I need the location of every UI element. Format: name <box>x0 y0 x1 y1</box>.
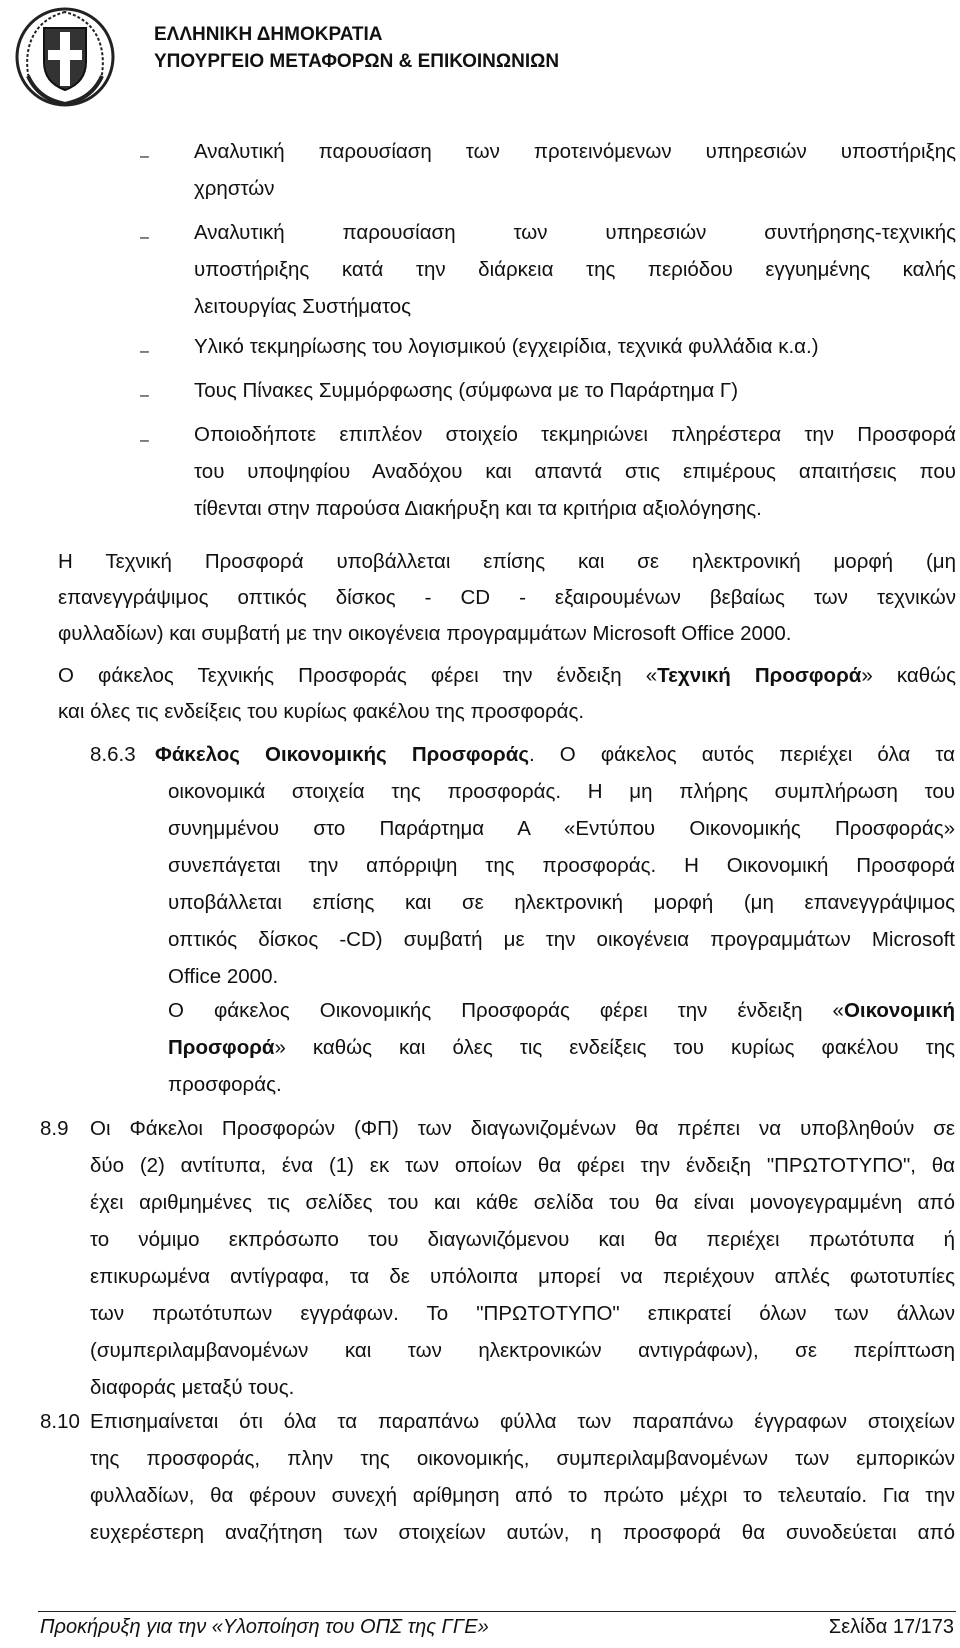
list-item: Υλικό τεκμηρίωσης του λογισμικού (εγχειρίδια, τεχνικά φυλλάδια κ.α.) <box>194 335 819 358</box>
list-item: Οποιοδήποτε επιπλέον στοιχείο τεκμηριώνει πληρέστερα την Προσφορά του υποψηφίου Αναδόχου και απαντά στις επιμέρους απαιτήσεις που τίθενται στην παρούσα Διακήρυξη και τα κριτήρια αξιολόγησης. <box>194 423 956 520</box>
bullet-dash: – <box>140 148 149 165</box>
section-heading: Φάκελος Οικονομικής Προσφοράς <box>155 743 529 766</box>
ministry-title <box>154 21 559 75</box>
greek-coat-of-arms-icon <box>14 6 116 108</box>
section-8-10-body: Επισημαίνεται ότι όλα τα παραπάνω φύλλα των παραπάνω έγγραφων στοιχείων της προσφοράς, πλην της οικονομικής, συμπεριλαμβανομένων των εμπορικών φυλλαδίων, θα φέρουν συνεχή αρίθμηση από το πρώτο μέχρι το τελευταίο. Για την ευχερέστερη αναζήτηση των στοιχείων αυτών, η προσφορά θα συνοδεύεται από <box>90 1410 955 1544</box>
bullet-dash: – <box>140 229 149 246</box>
ministry-name: ΥΠΟΥΡΓΕΙΟ ΜΕΤΑΦΟΡΩΝ & ΕΠΙΚΟΙΝΩΝΙΩΝ <box>154 51 560 72</box>
paragraph-technical-envelope: Ο φάκελος Τεχνικής Προσφοράς φέρει την ένδειξη «Τεχνική Προσφορά» καθώς και όλες τις ενδείξεις του κυρίως φακέλου της προσφοράς. <box>58 664 956 723</box>
paragraph-electronic-form: Η Τεχνική Προσφορά υποβάλλεται επίσης και σε ηλεκτρονική μορφή (μη επανεγγράψιμος οπτικός δίσκος - CD - εξαιρουμένων βεβαίως των τεχνικών φυλλαδίων) και συμβατή με την οικογένεια προγραμμάτων Microsoft Office 2000. <box>58 550 956 645</box>
footer-divider <box>38 1611 956 1612</box>
bold-label: Τεχνική Προσφορά <box>657 664 862 687</box>
bullet-dash: – <box>140 387 149 404</box>
section-8-6-3-envelope-paragraph: Ο φάκελος Οικονομικής Προσφοράς φέρει την ένδειξη «Οικονομική Προσφορά» καθώς και όλες τις ενδείξεις του κυρίως φακέλου της προσφοράς. <box>168 999 955 1096</box>
document-header <box>14 6 634 106</box>
list-item: Αναλυτική παρουσίαση των προτεινόμενων υπηρεσιών υποστήριξης χρηστών <box>194 140 956 200</box>
section-8-6-3-body: οικονομικά στοιχεία της προσφοράς. Η μη πλήρης συμπλήρωση του συνημμένου στο Παράρτημα Α «Εντύπου Οικονομικής Προσφοράς» συνεπάγεται την απόρριψη της προσφοράς. Η Οικονομική Προσφορά υποβάλλεται επίσης και σε ηλεκτρονική μορφή (μη επανεγγράψιμος οπτικός δίσκος -CD) συμβατή με την οικογένεια προγραμμάτων Microsoft Office 2000. <box>168 780 955 988</box>
country-name: ΕΛΛΗΝΙΚΗ ΔΗΜΟΚΡΑΤΙΑ <box>154 24 383 45</box>
footer-document-title: Προκήρυξη για την «Υλοποίηση του ΟΠΣ της ΓΓΕ» <box>40 1616 489 1638</box>
bullet-dash: – <box>140 432 149 449</box>
list-item: Τους Πίνακες Συμμόρφωσης (σύμφωνα με το Παράρτημα Γ) <box>194 379 739 402</box>
section-8-9-body: Οι Φάκελοι Προσφορών (ΦΠ) των διαγωνιζομένων θα πρέπει να υποβληθούν σε δύο (2) αντίτυπα, ένα (1) εκ των οποίων θα φέρει την ένδειξη "ΠΡΩΤΟΤΥΠΟ", θα έχει αριθμημένες τις σελίδες του και κάθε σελίδα του θα είναι μονογεγραμμένη από το νόμιμο εκπρόσωπο του διαγωνιζόμενου και θα περιέχει πρωτότυπα ή επικυρωμένα αντίγραφα, τα δε υπόλοιπα μπορεί να περιέχουν απλές φωτοτυπίες των πρωτότυπων εγγράφων. Το "ΠΡΩΤΟΤΥΠΟ" επικρατεί όλων των άλλων (συμπεριλαμβανομένων και των ηλεκτρονικών αντιγράφων), σε περίπτωση διαφοράς μεταξύ τους. <box>90 1117 955 1399</box>
bullet-dash: – <box>140 343 149 360</box>
section-number: 8.10 <box>40 1410 80 1433</box>
page-number: Σελίδα 17/173 <box>828 1616 954 1638</box>
section-number: 8.9 <box>40 1117 69 1140</box>
section-number: 8.6.3 <box>90 743 136 766</box>
list-item: Αναλυτική παρουσίαση των υπηρεσιών συντήρησης-τεχνικής υποστήριξης κατά την διάρκεια της περιόδου εγγυημένης καλής λειτουργίας Συστήματος <box>194 221 956 318</box>
section-8-6-3-heading-line: Φάκελος Οικονομικής Προσφοράς. Ο φάκελος αυτός περιέχει όλα τα <box>155 743 955 766</box>
